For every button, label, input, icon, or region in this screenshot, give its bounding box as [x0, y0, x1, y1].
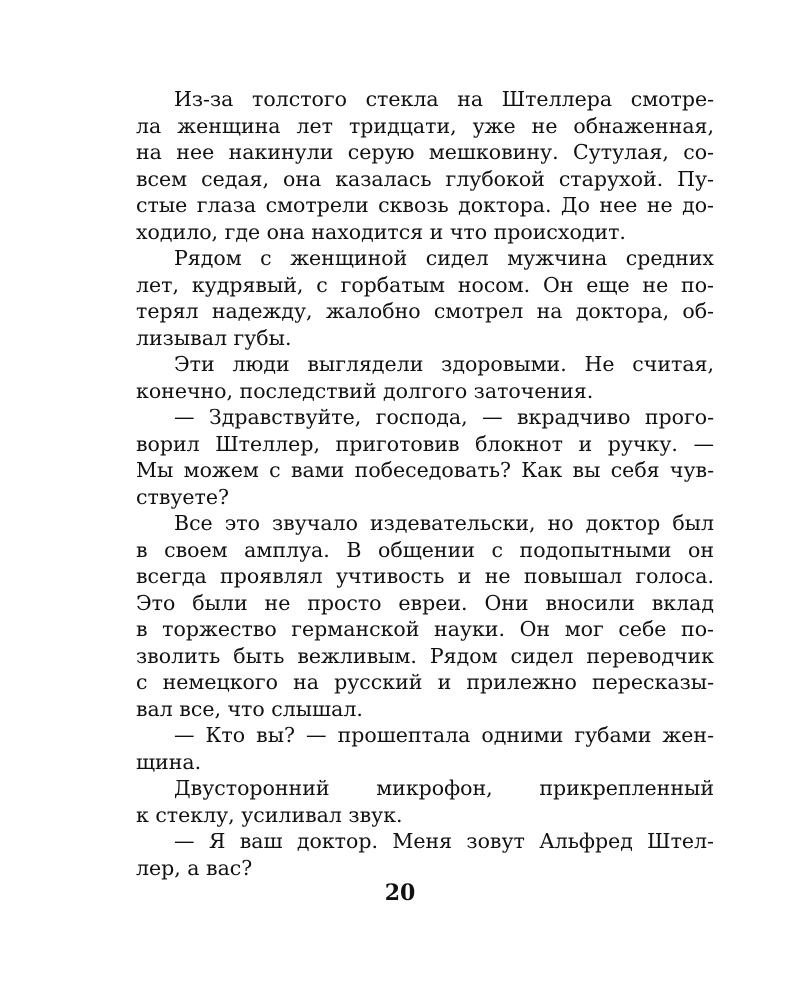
paragraph — [136, 722, 714, 775]
text-line: Из-за толстого стекла на Штеллера смотре- — [174, 87, 714, 111]
text-line: к стеклу, усиливал звук. — [136, 802, 403, 827]
paragraph — [136, 86, 714, 245]
paragraph — [136, 245, 714, 351]
page-number: 20 — [384, 880, 416, 906]
text-line: Двусторонний микрофон, прикрепленный — [174, 776, 714, 800]
text-line: лизывал губы. — [136, 325, 292, 350]
paragraph — [136, 828, 714, 881]
paragraph — [136, 510, 714, 722]
text-line: всегда проявлял учтивость и не повышал голоса. — [136, 564, 714, 588]
text-line: зволить быть вежливым. Рядом сидел переводчик — [136, 643, 714, 668]
text-line: Мы можем с вами побеседовать? Как вы себя чув- — [136, 458, 714, 482]
paragraph — [136, 351, 714, 404]
text-line: вал все, что слышал. — [136, 696, 363, 721]
page-body-text — [136, 86, 714, 881]
text-line: терял надежду, жалобно смотрел на доктора, об- — [136, 299, 714, 323]
text-line: ворил Штеллер, приготовив блокнот и ручку. — — [136, 431, 714, 456]
text-line: с немецкого на русский и прилежно пересказы- — [136, 670, 714, 694]
text-line: ла женщина лет тридцати, уже не обнаженная, — [136, 113, 714, 138]
text-line: — Здравствуйте, господа, — вкрадчиво прого- — [174, 405, 714, 429]
text-line: — Я ваш доктор. Меня зовут Альфред Штел- — [174, 829, 714, 853]
text-line: в своем амплуа. В общении с подопытными он — [136, 537, 714, 562]
text-line: Это были не просто евреи. Они вносили вклад — [136, 590, 714, 615]
text-line: Эти люди выглядели здоровыми. Не считая, — [174, 352, 714, 376]
text-line: Рядом с женщиной сидел мужчина средних — [174, 246, 714, 270]
text-line: лет, кудрявый, с горбатым носом. Он еще не по- — [136, 272, 714, 297]
text-line: щина. — [136, 749, 202, 774]
text-line: — Кто вы? — прошептала одними губами жен- — [174, 723, 714, 747]
text-line: ходило, где она находится и что происходит. — [136, 219, 626, 244]
text-line: стые глаза смотрели сквозь доктора. До нее не до- — [136, 193, 714, 217]
text-line: на нее накинули серую мешковину. Сутулая, со- — [136, 140, 714, 164]
text-line: в торжество германской науки. Он мог себе по- — [136, 617, 714, 641]
paragraph — [136, 775, 714, 828]
text-line: лер, а вас? — [136, 855, 253, 880]
text-line: ствуете? — [136, 484, 230, 509]
text-line: конечно, последствий долгого заточения. — [136, 378, 594, 403]
text-line: Все это звучало издевательски, но доктор был — [174, 511, 714, 535]
paragraph — [136, 404, 714, 510]
text-line: всем седая, она казалась глубокой старухой. Пу- — [136, 166, 714, 191]
